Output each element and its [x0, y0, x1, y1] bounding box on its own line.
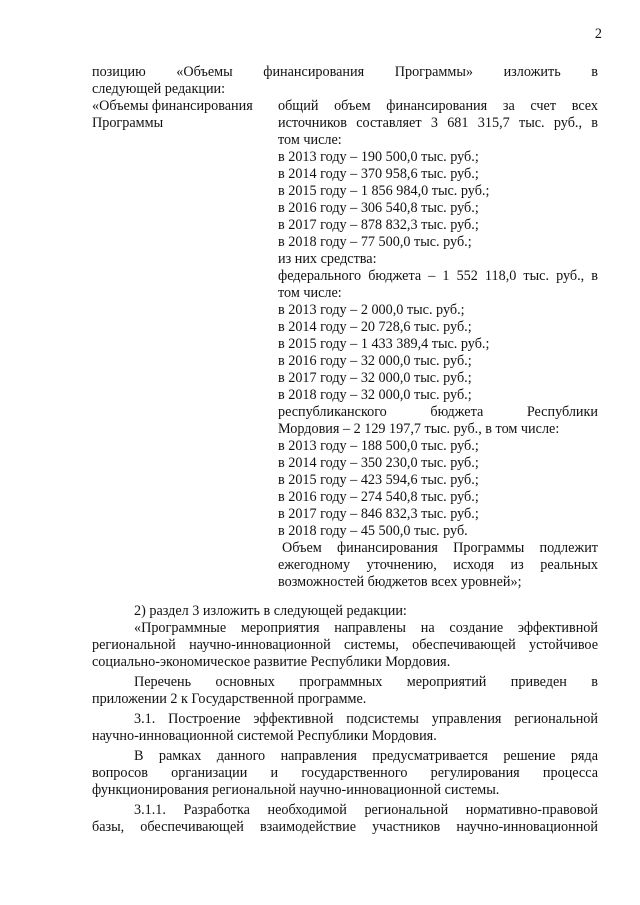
- table-line: из них средства:: [278, 251, 377, 267]
- body-line: научно-инновационной системой Республики Мордовия.: [92, 728, 437, 744]
- table-line: в 2013 году – 190 500,0 тыс. руб.;: [278, 149, 479, 165]
- table-line: в 2017 году – 32 000,0 тыс. руб.;: [278, 370, 472, 386]
- body-line: 3.1.1. Разработка необходимой региональной нормативно-правовой: [134, 802, 598, 818]
- table-label: Программы: [92, 115, 164, 131]
- page-number: 2: [594, 26, 602, 42]
- table-line: в 2014 году – 20 728,6 тыс. руб.;: [278, 319, 472, 335]
- body-line: социально-экономическое развитие Республики Мордовия.: [92, 654, 451, 670]
- table-line: в 2016 году – 32 000,0 тыс. руб.;: [278, 353, 472, 369]
- table-line: в 2016 году – 306 540,8 тыс. руб.;: [278, 200, 479, 216]
- intro-line: позицию «Объемы финансирования Программы» изложить в: [92, 64, 598, 80]
- table-line: в 2015 году – 1 433 389,4 тыс. руб.;: [278, 336, 490, 352]
- table-line: Объем финансирования Программы подлежит: [282, 540, 598, 556]
- table-line: общий объем финансирования за счет всех: [278, 98, 598, 114]
- body-line: «Программные мероприятия направлены на создание эффективной: [134, 620, 598, 636]
- table-line: в 2018 году – 77 500,0 тыс. руб.;: [278, 234, 472, 250]
- body-line: функционирования региональной научно-инновационной системы.: [92, 782, 500, 798]
- table-label: «Объемы финансирования: [92, 98, 253, 114]
- table-line: Мордовия – 2 129 197,7 тыс. руб., в том числе:: [278, 421, 560, 437]
- body-line: Перечень основных программных мероприятий приведен в: [134, 674, 598, 690]
- body-line: вопросов организации и государственного регулирования процесса: [92, 765, 598, 781]
- table-line: в 2014 году – 370 958,6 тыс. руб.;: [278, 166, 479, 182]
- table-line: в 2018 году – 32 000,0 тыс. руб.;: [278, 387, 472, 403]
- table-line: возможностей бюджетов всех уровней»;: [278, 574, 522, 590]
- body-line: региональной научно-инновационной системы, обеспечивающей устойчивое: [92, 637, 598, 653]
- table-line: федерального бюджета – 1 552 118,0 тыс. руб., в: [278, 268, 598, 284]
- body-line: приложении 2 к Государственной программе.: [92, 691, 367, 707]
- body-line: 2) раздел 3 изложить в следующей редакции:: [134, 603, 407, 619]
- table-line: в 2017 году – 878 832,3 тыс. руб.;: [278, 217, 479, 233]
- table-line: том числе:: [278, 285, 342, 301]
- table-line: источников составляет 3 681 315,7 тыс. руб., в: [278, 115, 598, 131]
- body-line: базы, обеспечивающей взаимодействие участников научно-инновационной: [92, 819, 598, 835]
- table-line: в 2013 году – 188 500,0 тыс. руб.;: [278, 438, 479, 454]
- intro-line: следующей редакции:: [92, 81, 226, 97]
- table-line: в 2015 году – 1 856 984,0 тыс. руб.;: [278, 183, 490, 199]
- table-line: в 2017 году – 846 832,3 тыс. руб.;: [278, 506, 479, 522]
- table-line: в 2014 году – 350 230,0 тыс. руб.;: [278, 455, 479, 471]
- body-line: 3.1. Построение эффективной подсистемы управления региональной: [134, 711, 598, 727]
- body-line: В рамках данного направления предусматривается решение ряда: [134, 748, 598, 764]
- table-line: в 2015 году – 423 594,6 тыс. руб.;: [278, 472, 479, 488]
- table-line: том числе:: [278, 132, 342, 148]
- table-line: в 2013 году – 2 000,0 тыс. руб.;: [278, 302, 465, 318]
- table-line: ежегодному уточнению, исходя из реальных: [278, 557, 598, 573]
- table-line: в 2016 году – 274 540,8 тыс. руб.;: [278, 489, 479, 505]
- table-line: в 2018 году – 45 500,0 тыс. руб.: [278, 523, 468, 539]
- table-line: республиканского бюджета Республики: [278, 404, 598, 420]
